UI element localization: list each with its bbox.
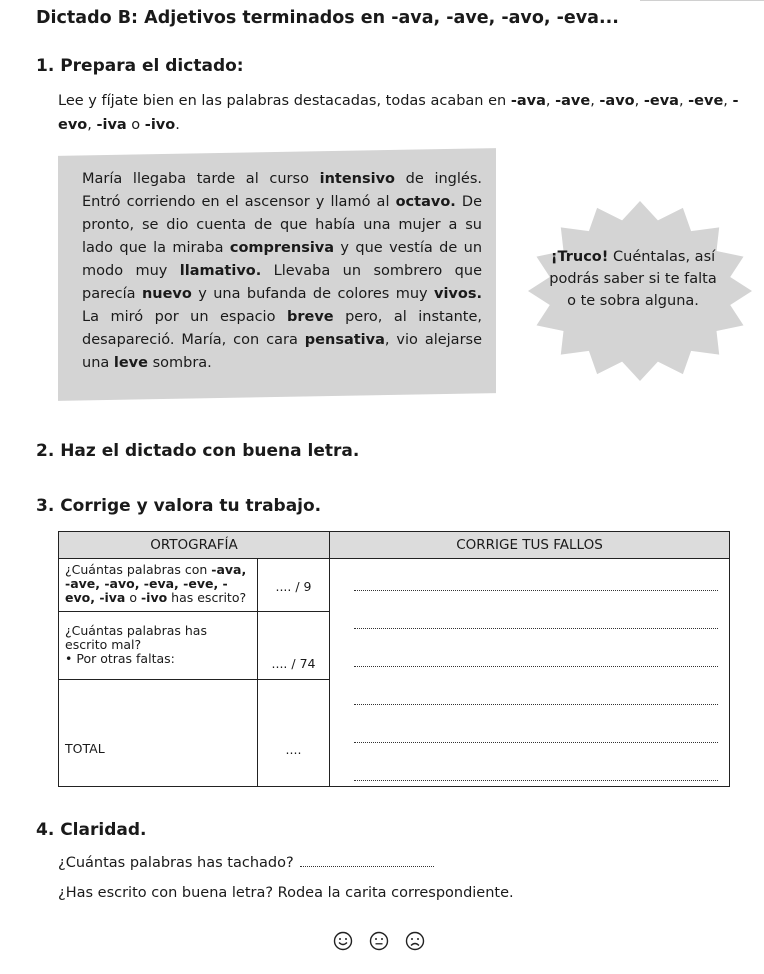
- header-corrige: CORRIGE TUS FALLOS: [330, 532, 730, 559]
- intro-part-text: ,: [545, 93, 556, 109]
- dictation-part-bold: pensativa: [304, 332, 385, 348]
- happy-face-icon[interactable]: [333, 931, 353, 951]
- intro-part-bold: -ivo: [144, 117, 176, 133]
- row1-score: .... / 9: [275, 579, 312, 594]
- intro-part-bold: -eva: [643, 93, 679, 109]
- dictation-part-text: sombra.: [147, 355, 212, 371]
- answer-blank[interactable]: [300, 866, 434, 867]
- corrections-area: [330, 559, 730, 787]
- dictation-text: [82, 168, 482, 375]
- header-ortografia: ORTOGRAFÍA: [59, 532, 330, 559]
- tip-bold: ¡Truco!: [550, 249, 609, 265]
- correction-line[interactable]: [354, 780, 718, 781]
- neutral-face-icon[interactable]: [369, 931, 389, 951]
- dictation-part-bold: vivos.: [434, 286, 482, 302]
- correction-table: [58, 531, 730, 787]
- dictation-part-bold: breve: [286, 309, 334, 325]
- intro-part-bold: -iva: [96, 117, 127, 133]
- sad-face-icon[interactable]: [405, 931, 425, 951]
- question-tachado-text: ¿Cuántas palabras has tachado?: [58, 855, 294, 871]
- intro-part-bold: -evo: [58, 93, 739, 133]
- faces-row: [333, 930, 441, 951]
- dictation-part-text: , vio alejarse una: [82, 332, 483, 371]
- correction-line[interactable]: [354, 666, 718, 667]
- intro-part-text: ,: [590, 93, 600, 109]
- correction-line[interactable]: [354, 704, 718, 705]
- row2-score: .... / 74: [271, 656, 316, 671]
- tip-text: [548, 246, 718, 312]
- section1-heading: 1. Prepara el dictado:: [36, 56, 244, 76]
- intro-part-bold: -eve: [688, 93, 724, 109]
- row1-part-text: has escrito?: [167, 590, 247, 605]
- intro-part-bold: -avo: [599, 93, 635, 109]
- intro-part-text: ,: [678, 93, 689, 109]
- dictation-part-text: pero, al instante, desapareció. María, con cara: [82, 309, 482, 348]
- correction-line[interactable]: [354, 590, 718, 591]
- row1-part-bold: -ava, -ave, -avo, -eva, -eve, -evo, -iva: [65, 562, 247, 605]
- dictation-part-bold: intensivo: [319, 171, 396, 187]
- correction-line[interactable]: [354, 628, 718, 629]
- intro-part-bold: -ave: [555, 93, 591, 109]
- dictation-part-text: y una bufanda de colores muy: [191, 286, 434, 302]
- row1-part-bold: -ivo: [140, 590, 168, 605]
- row1-part-text: o: [125, 590, 141, 605]
- top-divider: [640, 0, 764, 1]
- section2-heading: 2. Haz el dictado con buena letra.: [36, 441, 360, 461]
- question-tachado: [58, 855, 434, 871]
- dictation-part-bold: comprensiva: [229, 240, 335, 256]
- dictation-part-bold: nuevo: [141, 286, 192, 302]
- intro-part-text: ,: [723, 93, 733, 109]
- intro-part-text: ,: [634, 93, 644, 109]
- dictation-part-text: y que vestía de un modo muy: [82, 240, 483, 279]
- page-title: Dictado B: Adjetivos terminados en -ava, -ave, -avo, -eva...: [36, 8, 619, 28]
- dictation-part-bold: leve: [113, 355, 148, 371]
- total-label: TOTAL: [65, 741, 105, 756]
- section4-heading: 4. Claridad.: [36, 820, 147, 840]
- row1-question: [59, 559, 257, 605]
- dictation-part-text: De pronto, se dio cuenta de que había una mujer a su lado que la miraba: [82, 194, 482, 256]
- row1-part-text: ¿Cuántas palabras con: [65, 562, 212, 577]
- row2-bullet: • Por otras faltas:: [65, 651, 175, 666]
- dictation-part-bold: octavo.: [395, 194, 456, 210]
- intro-part-bold: -ava: [510, 93, 546, 109]
- section1-intro: [58, 89, 748, 137]
- correction-line[interactable]: [354, 742, 718, 743]
- intro-part-text: .: [175, 117, 180, 133]
- row2-question: [59, 612, 257, 666]
- section3-heading: 3. Corrige y valora tu trabajo.: [36, 496, 322, 516]
- dictation-part-text: Llevaba un sombrero que parecía: [82, 263, 482, 302]
- dictation-part-text: La miró por un espacio: [82, 309, 287, 325]
- dictation-part-text: de inglés. Entró corriendo en el ascensor y llamó al: [82, 171, 482, 210]
- intro-part-text: o: [126, 117, 145, 133]
- dictation-part-bold: llamativo.: [179, 263, 262, 279]
- intro-part-text: ,: [87, 117, 97, 133]
- question-letra: ¿Has escrito con buena letra? Rodea la carita correspondiente.: [58, 885, 514, 901]
- dictation-part-text: María llegaba tarde al curso: [82, 171, 320, 187]
- row2-q: ¿Cuántas palabras has escrito mal?: [65, 623, 207, 652]
- intro-part-text: Lee y fíjate bien en las palabras destacadas, todas acaban en: [58, 93, 511, 109]
- total-score: ....: [285, 742, 302, 757]
- tip-body: Cuéntalas, así podrás saber si te falta o te sobra alguna.: [549, 249, 717, 309]
